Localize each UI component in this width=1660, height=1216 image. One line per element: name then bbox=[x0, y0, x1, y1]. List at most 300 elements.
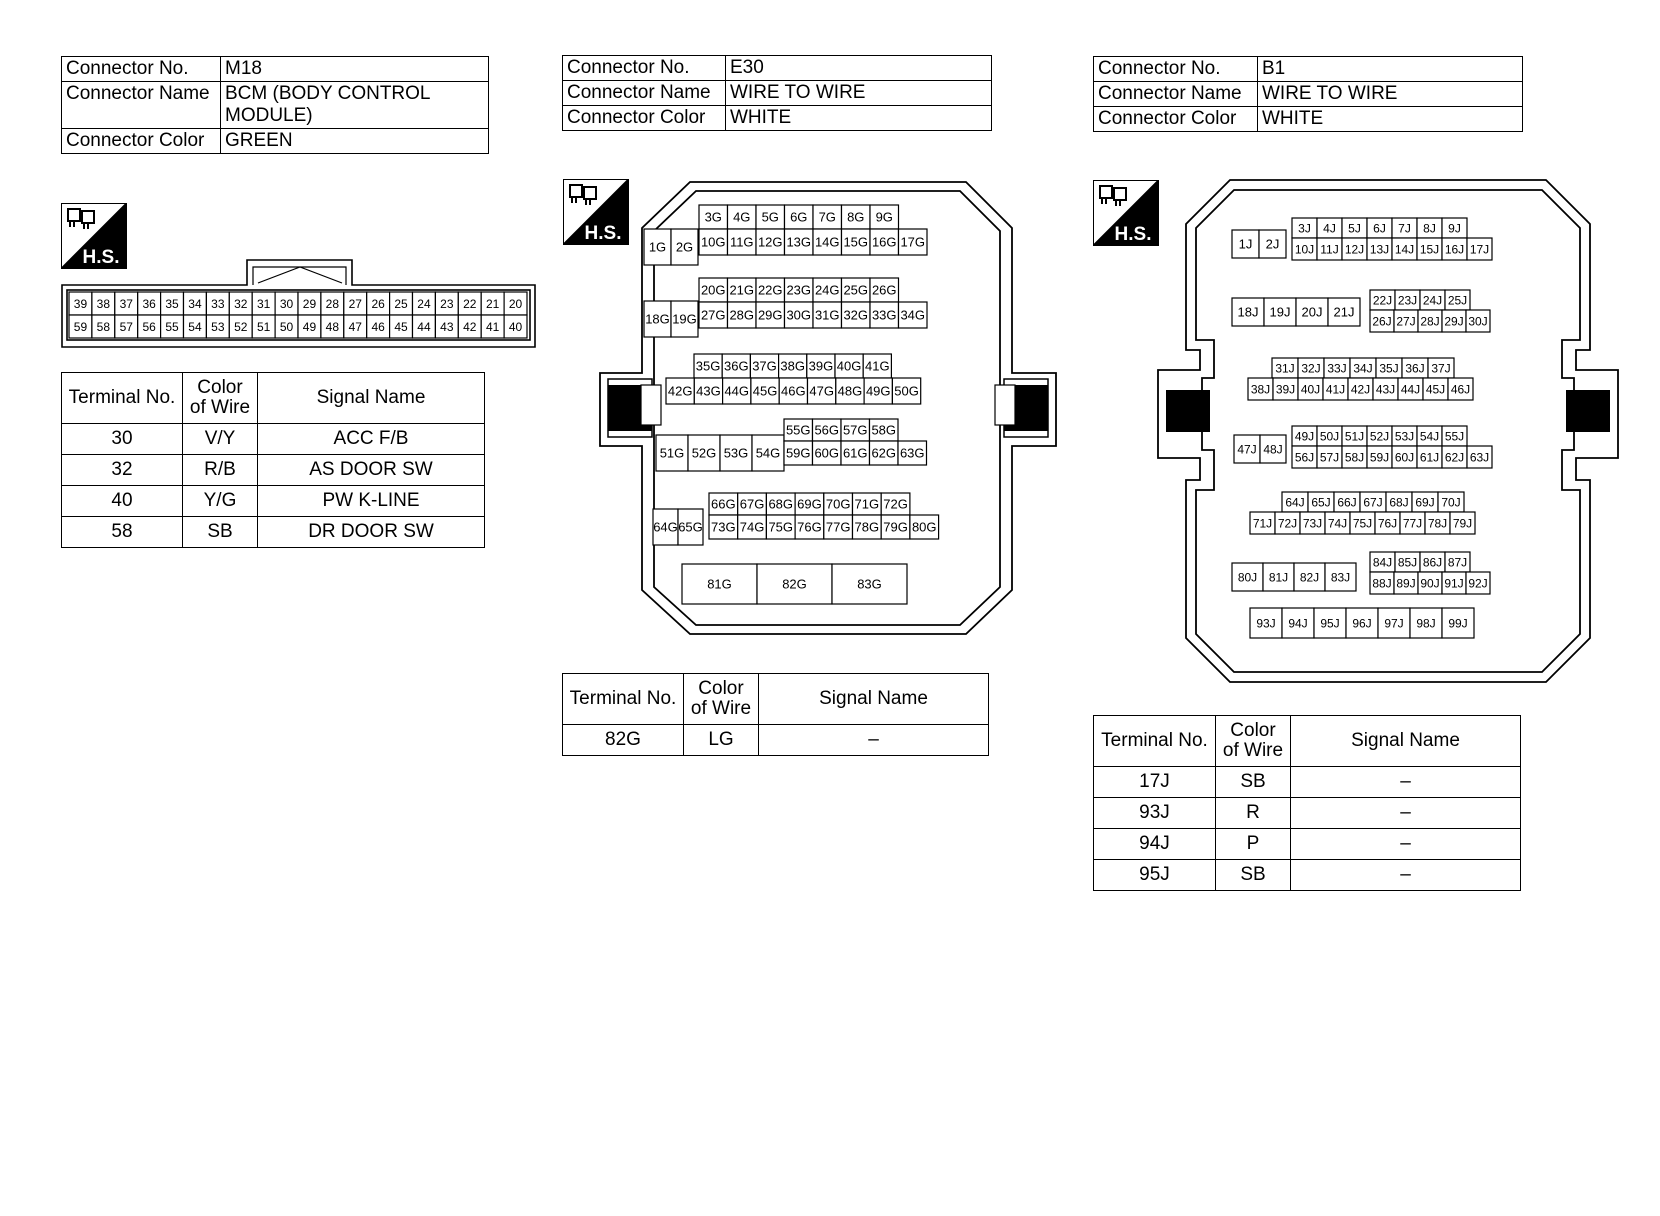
terminal-label: 56 bbox=[142, 319, 156, 334]
terminal-header: Terminal No. bbox=[62, 373, 183, 424]
terminal-label: 75J bbox=[1352, 516, 1373, 531]
terminal-pin bbox=[435, 315, 458, 338]
m18-connector-face bbox=[60, 255, 540, 351]
terminal-label: 98J bbox=[1416, 616, 1436, 631]
terminal-pin bbox=[671, 301, 698, 337]
terminal-label: 48 bbox=[325, 319, 340, 334]
terminal-pin bbox=[1275, 512, 1300, 534]
terminal-label: 6G bbox=[790, 209, 808, 225]
signal-cell: – bbox=[1291, 767, 1521, 798]
terminal-pin bbox=[1264, 298, 1296, 326]
terminal-pin bbox=[275, 292, 298, 315]
terminal-pin bbox=[138, 315, 161, 338]
terminal-label: 80G bbox=[911, 519, 937, 535]
signal-header: Signal Name bbox=[258, 373, 485, 424]
table-row bbox=[62, 424, 485, 455]
terminal-cell: 32 bbox=[62, 455, 183, 486]
terminal-pin bbox=[728, 278, 757, 302]
terminal-pin bbox=[298, 292, 321, 315]
terminal-pin bbox=[1360, 492, 1386, 512]
terminal-label: 47J bbox=[1237, 442, 1257, 457]
terminal-label: 81J bbox=[1268, 570, 1289, 585]
terminal-pin bbox=[666, 378, 694, 404]
terminal-label: 68J bbox=[1389, 495, 1409, 510]
terminal-label: 24J bbox=[1422, 293, 1443, 308]
terminal-pin bbox=[321, 315, 344, 338]
terminal-pin bbox=[1375, 512, 1400, 534]
terminal-pin bbox=[1442, 446, 1467, 468]
terminal-pin bbox=[785, 278, 814, 302]
terminal-pin bbox=[1442, 426, 1467, 446]
terminal-pin bbox=[694, 378, 722, 404]
terminal-pin bbox=[1248, 378, 1273, 400]
terminal-label: 46J bbox=[1450, 382, 1471, 397]
terminal-label: 8J bbox=[1423, 221, 1436, 236]
terminal-pin bbox=[1378, 608, 1410, 638]
terminal-label: 77G bbox=[825, 519, 851, 535]
terminal-label: 29G bbox=[757, 307, 783, 323]
terminal-pin bbox=[870, 278, 899, 302]
terminal-label: 19G bbox=[672, 311, 697, 327]
terminal-pin bbox=[709, 515, 738, 539]
terminal-pin bbox=[458, 292, 481, 315]
terminal-cell: 40 bbox=[62, 486, 183, 517]
terminal-pin bbox=[766, 515, 795, 539]
terminal-label: 69J bbox=[1415, 495, 1435, 510]
terminal-pin bbox=[1420, 290, 1445, 310]
terminal-pin bbox=[161, 292, 184, 315]
terminal-pin bbox=[252, 315, 275, 338]
terminal-pin bbox=[722, 354, 750, 378]
terminal-pin bbox=[881, 493, 910, 515]
terminal-pin bbox=[688, 435, 720, 471]
terminal-label: 30J bbox=[1468, 314, 1488, 329]
terminal-pin bbox=[824, 515, 853, 539]
terminal-label: 22G bbox=[757, 282, 783, 298]
terminal-label: 38 bbox=[96, 296, 111, 311]
terminal-label: 52 bbox=[234, 319, 248, 334]
info-label: Connector Name bbox=[62, 82, 221, 129]
color-cell: P bbox=[1216, 829, 1291, 860]
terminal-label: 70J bbox=[1441, 495, 1461, 510]
info-value: BCM (BODY CONTROL MODULE) bbox=[221, 82, 489, 129]
terminal-label: 55 bbox=[165, 319, 179, 334]
terminal-pin bbox=[870, 419, 899, 441]
terminal-label: 51G bbox=[659, 445, 685, 461]
terminal-pin bbox=[1442, 608, 1474, 638]
terminal-pin bbox=[1370, 290, 1395, 310]
terminal-label: 44G bbox=[724, 383, 750, 399]
terminal-label: 16J bbox=[1444, 242, 1465, 257]
terminal-label: 83G bbox=[857, 576, 882, 592]
terminal-pin bbox=[1260, 435, 1286, 463]
terminal-label: 5G bbox=[761, 209, 779, 225]
terminal-pin bbox=[1282, 492, 1308, 512]
terminal-label: 94J bbox=[1288, 616, 1308, 631]
terminal-label: 49 bbox=[302, 319, 317, 334]
terminal-cell: 93J bbox=[1094, 798, 1216, 829]
terminal-label: 32G bbox=[843, 307, 869, 323]
terminal-label: 72J bbox=[1277, 516, 1298, 531]
terminal-pin bbox=[750, 354, 778, 378]
terminal-pin bbox=[699, 302, 728, 328]
terminal-pin bbox=[1438, 492, 1464, 512]
terminal-label: 58J bbox=[1344, 450, 1365, 465]
info-value: E30 bbox=[726, 56, 992, 81]
color-cell: SB bbox=[183, 517, 258, 548]
signal-cell: ACC F/B bbox=[258, 424, 485, 455]
terminal-pin bbox=[69, 292, 92, 315]
signal-header: Signal Name bbox=[759, 674, 989, 725]
terminal-label: 44 bbox=[417, 319, 431, 334]
terminal-pin bbox=[504, 315, 527, 338]
terminal-label: 26J bbox=[1372, 314, 1392, 329]
terminal-label: 34 bbox=[188, 296, 202, 311]
terminal-label: 59G bbox=[785, 445, 811, 461]
terminal-label: 52G bbox=[691, 445, 717, 461]
terminal-pin bbox=[413, 292, 436, 315]
terminal-label: 55G bbox=[785, 422, 811, 438]
terminal-pin bbox=[835, 354, 863, 378]
terminal-label: 13G bbox=[786, 234, 812, 250]
terminal-pin bbox=[1272, 358, 1298, 378]
signal-cell: – bbox=[759, 725, 989, 756]
terminal-label: 40 bbox=[508, 319, 523, 334]
terminal-label: 39 bbox=[73, 296, 88, 311]
terminal-label: 54J bbox=[1419, 429, 1440, 444]
terminal-pin bbox=[728, 302, 757, 328]
terminal-pin bbox=[1417, 218, 1442, 238]
terminal-pin bbox=[1412, 492, 1438, 512]
terminal-pin bbox=[1367, 426, 1392, 446]
terminal-pin bbox=[206, 315, 229, 338]
terminal-label: 45G bbox=[752, 383, 778, 399]
terminal-label: 27 bbox=[348, 296, 362, 311]
terminal-pin bbox=[1317, 426, 1342, 446]
terminal-pin bbox=[842, 229, 871, 255]
e30-connector-face bbox=[596, 178, 1066, 638]
terminal-label: 32J bbox=[1301, 361, 1321, 376]
terminal-pin bbox=[1328, 298, 1360, 326]
terminal-label: 36G bbox=[724, 358, 749, 374]
terminal-pin bbox=[1398, 378, 1423, 400]
terminal-label: 31 bbox=[256, 296, 271, 311]
terminal-label: 49G bbox=[865, 383, 891, 399]
terminal-label: 90J bbox=[1420, 576, 1440, 591]
terminal-pin bbox=[1466, 310, 1490, 332]
terminal-label: 51 bbox=[256, 319, 271, 334]
terminal-label: 81G bbox=[707, 576, 732, 592]
terminal-pin bbox=[504, 292, 527, 315]
terminal-label: 65G bbox=[678, 519, 703, 535]
terminal-pin bbox=[138, 292, 161, 315]
terminal-pin bbox=[1410, 608, 1442, 638]
terminal-pin bbox=[1273, 378, 1298, 400]
signal-cell: AS DOOR SW bbox=[258, 455, 485, 486]
terminal-pin bbox=[813, 441, 842, 465]
terminal-label: 41 bbox=[485, 319, 500, 334]
terminal-pin bbox=[841, 441, 870, 465]
terminal-pin bbox=[756, 205, 785, 229]
table-row bbox=[1094, 798, 1521, 829]
terminal-pin bbox=[832, 564, 907, 604]
terminal-pin bbox=[1392, 218, 1417, 238]
terminal-cell: 30 bbox=[62, 424, 183, 455]
terminal-pin bbox=[1442, 218, 1467, 238]
terminal-pin bbox=[1292, 426, 1317, 446]
terminal-label: 85J bbox=[1397, 555, 1418, 570]
terminal-label: 31J bbox=[1275, 361, 1295, 376]
terminal-label: 92J bbox=[1468, 576, 1488, 591]
terminal-label: 91J bbox=[1444, 576, 1464, 591]
terminal-pin bbox=[853, 493, 882, 515]
terminal-label: 42 bbox=[463, 319, 477, 334]
terminal-label: 10J bbox=[1294, 242, 1315, 257]
terminal-pin bbox=[344, 292, 367, 315]
color-header: Color of Wire bbox=[684, 674, 759, 725]
terminal-label: 28G bbox=[729, 307, 755, 323]
terminal-label: 89J bbox=[1396, 576, 1416, 591]
terminal-label: 69G bbox=[797, 496, 822, 512]
terminal-pin bbox=[481, 292, 504, 315]
terminal-pin bbox=[1420, 552, 1445, 572]
terminal-label: 97J bbox=[1384, 616, 1404, 631]
terminal-label: 66J bbox=[1337, 495, 1357, 510]
terminal-cell: 17J bbox=[1094, 767, 1216, 798]
terminal-pin bbox=[1370, 552, 1395, 572]
terminal-pin bbox=[813, 205, 842, 229]
terminal-pin bbox=[1292, 218, 1317, 238]
terminal-label: 82J bbox=[1299, 570, 1320, 585]
terminal-label: 53J bbox=[1394, 429, 1415, 444]
terminal-pin bbox=[1325, 512, 1350, 534]
terminal-label: 38G bbox=[780, 358, 805, 374]
info-value: M18 bbox=[221, 57, 489, 82]
signal-cell: DR DOOR SW bbox=[258, 517, 485, 548]
terminal-label: 60G bbox=[814, 445, 840, 461]
terminal-label: 28 bbox=[325, 296, 340, 311]
terminal-label: 23J bbox=[1397, 293, 1418, 308]
terminal-label: 86J bbox=[1422, 555, 1443, 570]
terminal-pin bbox=[1314, 608, 1346, 638]
terminal-pin bbox=[252, 292, 275, 315]
table-row bbox=[62, 517, 485, 548]
terminal-label: 63G bbox=[899, 445, 925, 461]
terminal-pin bbox=[1282, 608, 1314, 638]
terminal-label: 83J bbox=[1330, 570, 1351, 585]
terminal-label: 26 bbox=[371, 296, 385, 311]
terminal-label: 75G bbox=[768, 519, 794, 535]
info-label: Connector Color bbox=[62, 129, 221, 154]
info-label: Connector Color bbox=[563, 106, 726, 131]
terminal-pin bbox=[671, 229, 698, 265]
terminal-pin bbox=[390, 315, 413, 338]
terminal-pin bbox=[795, 493, 824, 515]
terminal-pin bbox=[1392, 446, 1417, 468]
terminal-label: 27J bbox=[1396, 314, 1416, 329]
terminal-pin bbox=[229, 315, 252, 338]
terminal-label: 55J bbox=[1444, 429, 1465, 444]
terminal-pin bbox=[92, 315, 115, 338]
terminal-label: 80J bbox=[1237, 570, 1258, 585]
terminal-label: 24G bbox=[814, 282, 840, 298]
terminal-pin bbox=[870, 302, 899, 328]
terminal-pin bbox=[1394, 310, 1418, 332]
hs-label: H.S. bbox=[1114, 224, 1152, 245]
terminal-label: 65J bbox=[1311, 495, 1331, 510]
terminal-label: 79J bbox=[1452, 516, 1473, 531]
terminal-pin bbox=[813, 278, 842, 302]
terminal-pin bbox=[751, 378, 779, 404]
terminal-label: 76J bbox=[1377, 516, 1398, 531]
e30-connector-info bbox=[562, 55, 992, 131]
info-value: WHITE bbox=[1258, 107, 1523, 132]
terminal-label: 52J bbox=[1369, 429, 1390, 444]
terminal-label: 50J bbox=[1319, 429, 1340, 444]
terminal-pin bbox=[785, 229, 814, 255]
terminal-pin bbox=[836, 378, 864, 404]
signal-cell: – bbox=[1291, 860, 1521, 891]
terminal-pin bbox=[1294, 563, 1325, 591]
terminal-label: 34G bbox=[900, 307, 926, 323]
terminal-label: 21G bbox=[729, 282, 755, 298]
terminal-label: 37G bbox=[752, 358, 777, 374]
terminal-label: 18J bbox=[1237, 304, 1259, 320]
terminal-label: 60J bbox=[1394, 450, 1415, 465]
terminal-pin bbox=[863, 354, 891, 378]
terminal-label: 45 bbox=[394, 319, 408, 334]
table-row bbox=[62, 455, 485, 486]
terminal-label: 30 bbox=[279, 296, 294, 311]
terminal-pin bbox=[344, 315, 367, 338]
terminal-label: 3G bbox=[704, 209, 722, 225]
terminal-label: 6J bbox=[1373, 221, 1386, 236]
terminal-label: 31G bbox=[814, 307, 840, 323]
terminal-pin bbox=[1342, 218, 1367, 238]
color-cell: V/Y bbox=[183, 424, 258, 455]
info-label: Connector No. bbox=[563, 56, 726, 81]
terminal-label: 25 bbox=[394, 296, 408, 311]
terminal-pin bbox=[853, 515, 882, 539]
terminal-pin bbox=[1395, 552, 1420, 572]
terminal-pin bbox=[1308, 492, 1334, 512]
terminal-pin bbox=[1392, 426, 1417, 446]
terminal-label: 47G bbox=[809, 383, 834, 399]
terminal-label: 50G bbox=[894, 383, 919, 399]
hs-label: H.S. bbox=[584, 223, 622, 244]
terminal-pin bbox=[1467, 238, 1492, 260]
terminal-label: 12J bbox=[1344, 242, 1365, 257]
terminal-label: 78J bbox=[1427, 516, 1448, 531]
terminal-pin bbox=[1367, 446, 1392, 468]
terminal-pin bbox=[1370, 310, 1394, 332]
terminal-pin bbox=[644, 229, 671, 265]
b1-signal-table bbox=[1093, 715, 1521, 891]
terminal-label: 22J bbox=[1372, 293, 1393, 308]
hs-label: H.S. bbox=[82, 247, 120, 268]
terminal-pin bbox=[779, 354, 807, 378]
terminal-pin bbox=[1323, 378, 1348, 400]
terminal-label: 79G bbox=[883, 519, 908, 535]
b1-connector-face bbox=[1150, 178, 1630, 688]
terminal-label: 8G bbox=[847, 209, 865, 225]
terminal-label: 29 bbox=[302, 296, 317, 311]
terminal-label: 73J bbox=[1302, 516, 1323, 531]
info-label: Connector Color bbox=[1094, 107, 1258, 132]
terminal-label: 58 bbox=[96, 319, 111, 334]
info-value: B1 bbox=[1258, 57, 1523, 82]
terminal-pin bbox=[892, 378, 920, 404]
terminal-label: 67G bbox=[739, 496, 765, 512]
terminal-pin bbox=[842, 302, 871, 328]
terminal-pin bbox=[161, 315, 184, 338]
terminal-pin bbox=[738, 493, 767, 515]
terminal-label: 34J bbox=[1353, 361, 1373, 376]
m18-signal-table bbox=[61, 372, 485, 548]
terminal-pin bbox=[1298, 358, 1324, 378]
terminal-pin bbox=[1386, 492, 1412, 512]
terminal-label: 2G bbox=[675, 239, 694, 255]
terminal-label: 53G bbox=[723, 445, 749, 461]
info-label: Connector Name bbox=[563, 81, 726, 106]
info-value: WHITE bbox=[726, 106, 992, 131]
terminal-label: 61J bbox=[1419, 450, 1440, 465]
terminal-label: 73G bbox=[711, 519, 736, 535]
terminal-label: 23 bbox=[440, 296, 454, 311]
terminal-pin bbox=[1467, 446, 1492, 468]
terminal-pin bbox=[694, 354, 722, 378]
signal-header: Signal Name bbox=[1291, 716, 1521, 767]
terminal-header: Terminal No. bbox=[1094, 716, 1216, 767]
terminal-pin bbox=[1394, 572, 1418, 594]
terminal-cell: 58 bbox=[62, 517, 183, 548]
terminal-label: 72G bbox=[883, 496, 908, 512]
terminal-label: 43G bbox=[696, 383, 721, 399]
table-row bbox=[1094, 829, 1521, 860]
terminal-pin bbox=[1232, 298, 1264, 326]
terminal-pin bbox=[69, 315, 92, 338]
signal-cell: – bbox=[1291, 798, 1521, 829]
table-row bbox=[1094, 767, 1521, 798]
terminal-label: 33G bbox=[871, 307, 897, 323]
terminal-label: 28J bbox=[1420, 314, 1440, 329]
terminal-pin bbox=[757, 564, 832, 604]
terminal-pin bbox=[1367, 218, 1392, 238]
terminal-label: 37J bbox=[1431, 361, 1451, 376]
terminal-pin bbox=[1373, 378, 1398, 400]
terminal-label: 35 bbox=[165, 296, 179, 311]
terminal-pin bbox=[813, 419, 842, 441]
terminal-label: 51J bbox=[1344, 429, 1365, 444]
terminal-pin bbox=[910, 515, 939, 539]
terminal-pin bbox=[1234, 435, 1260, 463]
terminal-label: 67J bbox=[1363, 495, 1383, 510]
terminal-pin bbox=[813, 302, 842, 328]
terminal-pin bbox=[206, 292, 229, 315]
terminal-pin bbox=[1342, 426, 1367, 446]
terminal-label: 87J bbox=[1447, 555, 1468, 570]
terminal-pin bbox=[321, 292, 344, 315]
terminal-pin bbox=[1232, 563, 1263, 591]
terminal-label: 1G bbox=[648, 239, 667, 255]
terminal-pin bbox=[367, 315, 390, 338]
terminal-pin bbox=[1298, 378, 1323, 400]
terminal-pin bbox=[1317, 218, 1342, 238]
terminal-label: 19J bbox=[1269, 304, 1291, 320]
terminal-pin bbox=[367, 292, 390, 315]
terminal-label: 43 bbox=[440, 319, 454, 334]
terminal-pin bbox=[864, 378, 892, 404]
